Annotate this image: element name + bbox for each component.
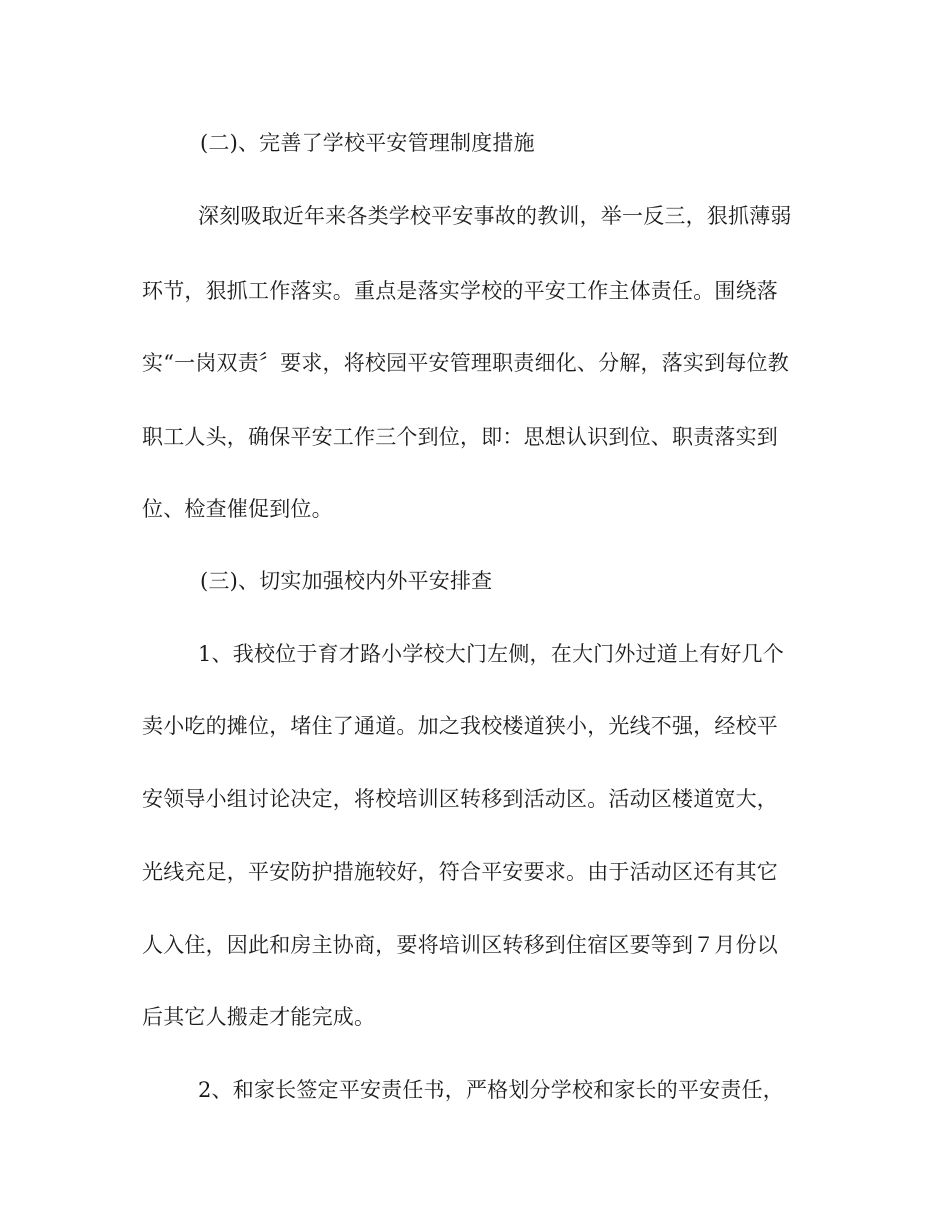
paragraph-line: 光线充足，平安防护措施较好，符合平安要求。由于活动区还有其它 bbox=[142, 860, 778, 884]
paragraph-line: 1、我校位于育才路小学校大门左侧，在大门外过道上有好几个 bbox=[198, 642, 784, 666]
section-heading-2: (二)、完善了学校平安管理制度措施 bbox=[200, 131, 535, 155]
paragraph-line: 深刻吸取近年来各类学校平安事故的教训，举一反三，狠抓薄弱 bbox=[198, 204, 792, 228]
paragraph-line: 职工人头，确保平安工作三个到位，即：思想认识到位、职责落实到 bbox=[142, 425, 778, 449]
paragraph-line: 卖小吃的摊位，堵住了通道。加之我校楼道狭小，光线不强，经校平 bbox=[142, 714, 778, 738]
paragraph-line: 人入住，因此和房主协商，要将培训区转移到住宿区要等到７月份以 bbox=[142, 933, 778, 957]
paragraph-line: 环节，狠抓工作落实。重点是落实学校的平安工作主体责任。围绕落 bbox=[142, 279, 778, 303]
paragraph-line: 后其它人搬走才能完成。 bbox=[142, 1005, 376, 1029]
paragraph-line: 2、和家长签定平安责任书，严格划分学校和家长的平安责任， bbox=[198, 1078, 784, 1102]
paragraph-line: 实“一岗双责〞要求，将校园平安管理职责细化、分解，落实到每位教 bbox=[142, 351, 789, 375]
section-heading-3: (三)、切实加强校内外平安排查 bbox=[200, 569, 493, 593]
paragraph-line: 安领导小组讨论决定，将校培训区转移到活动区。活动区楼道宽大， bbox=[142, 787, 778, 811]
paragraph-line: 位、检查催促到位。 bbox=[142, 497, 333, 521]
